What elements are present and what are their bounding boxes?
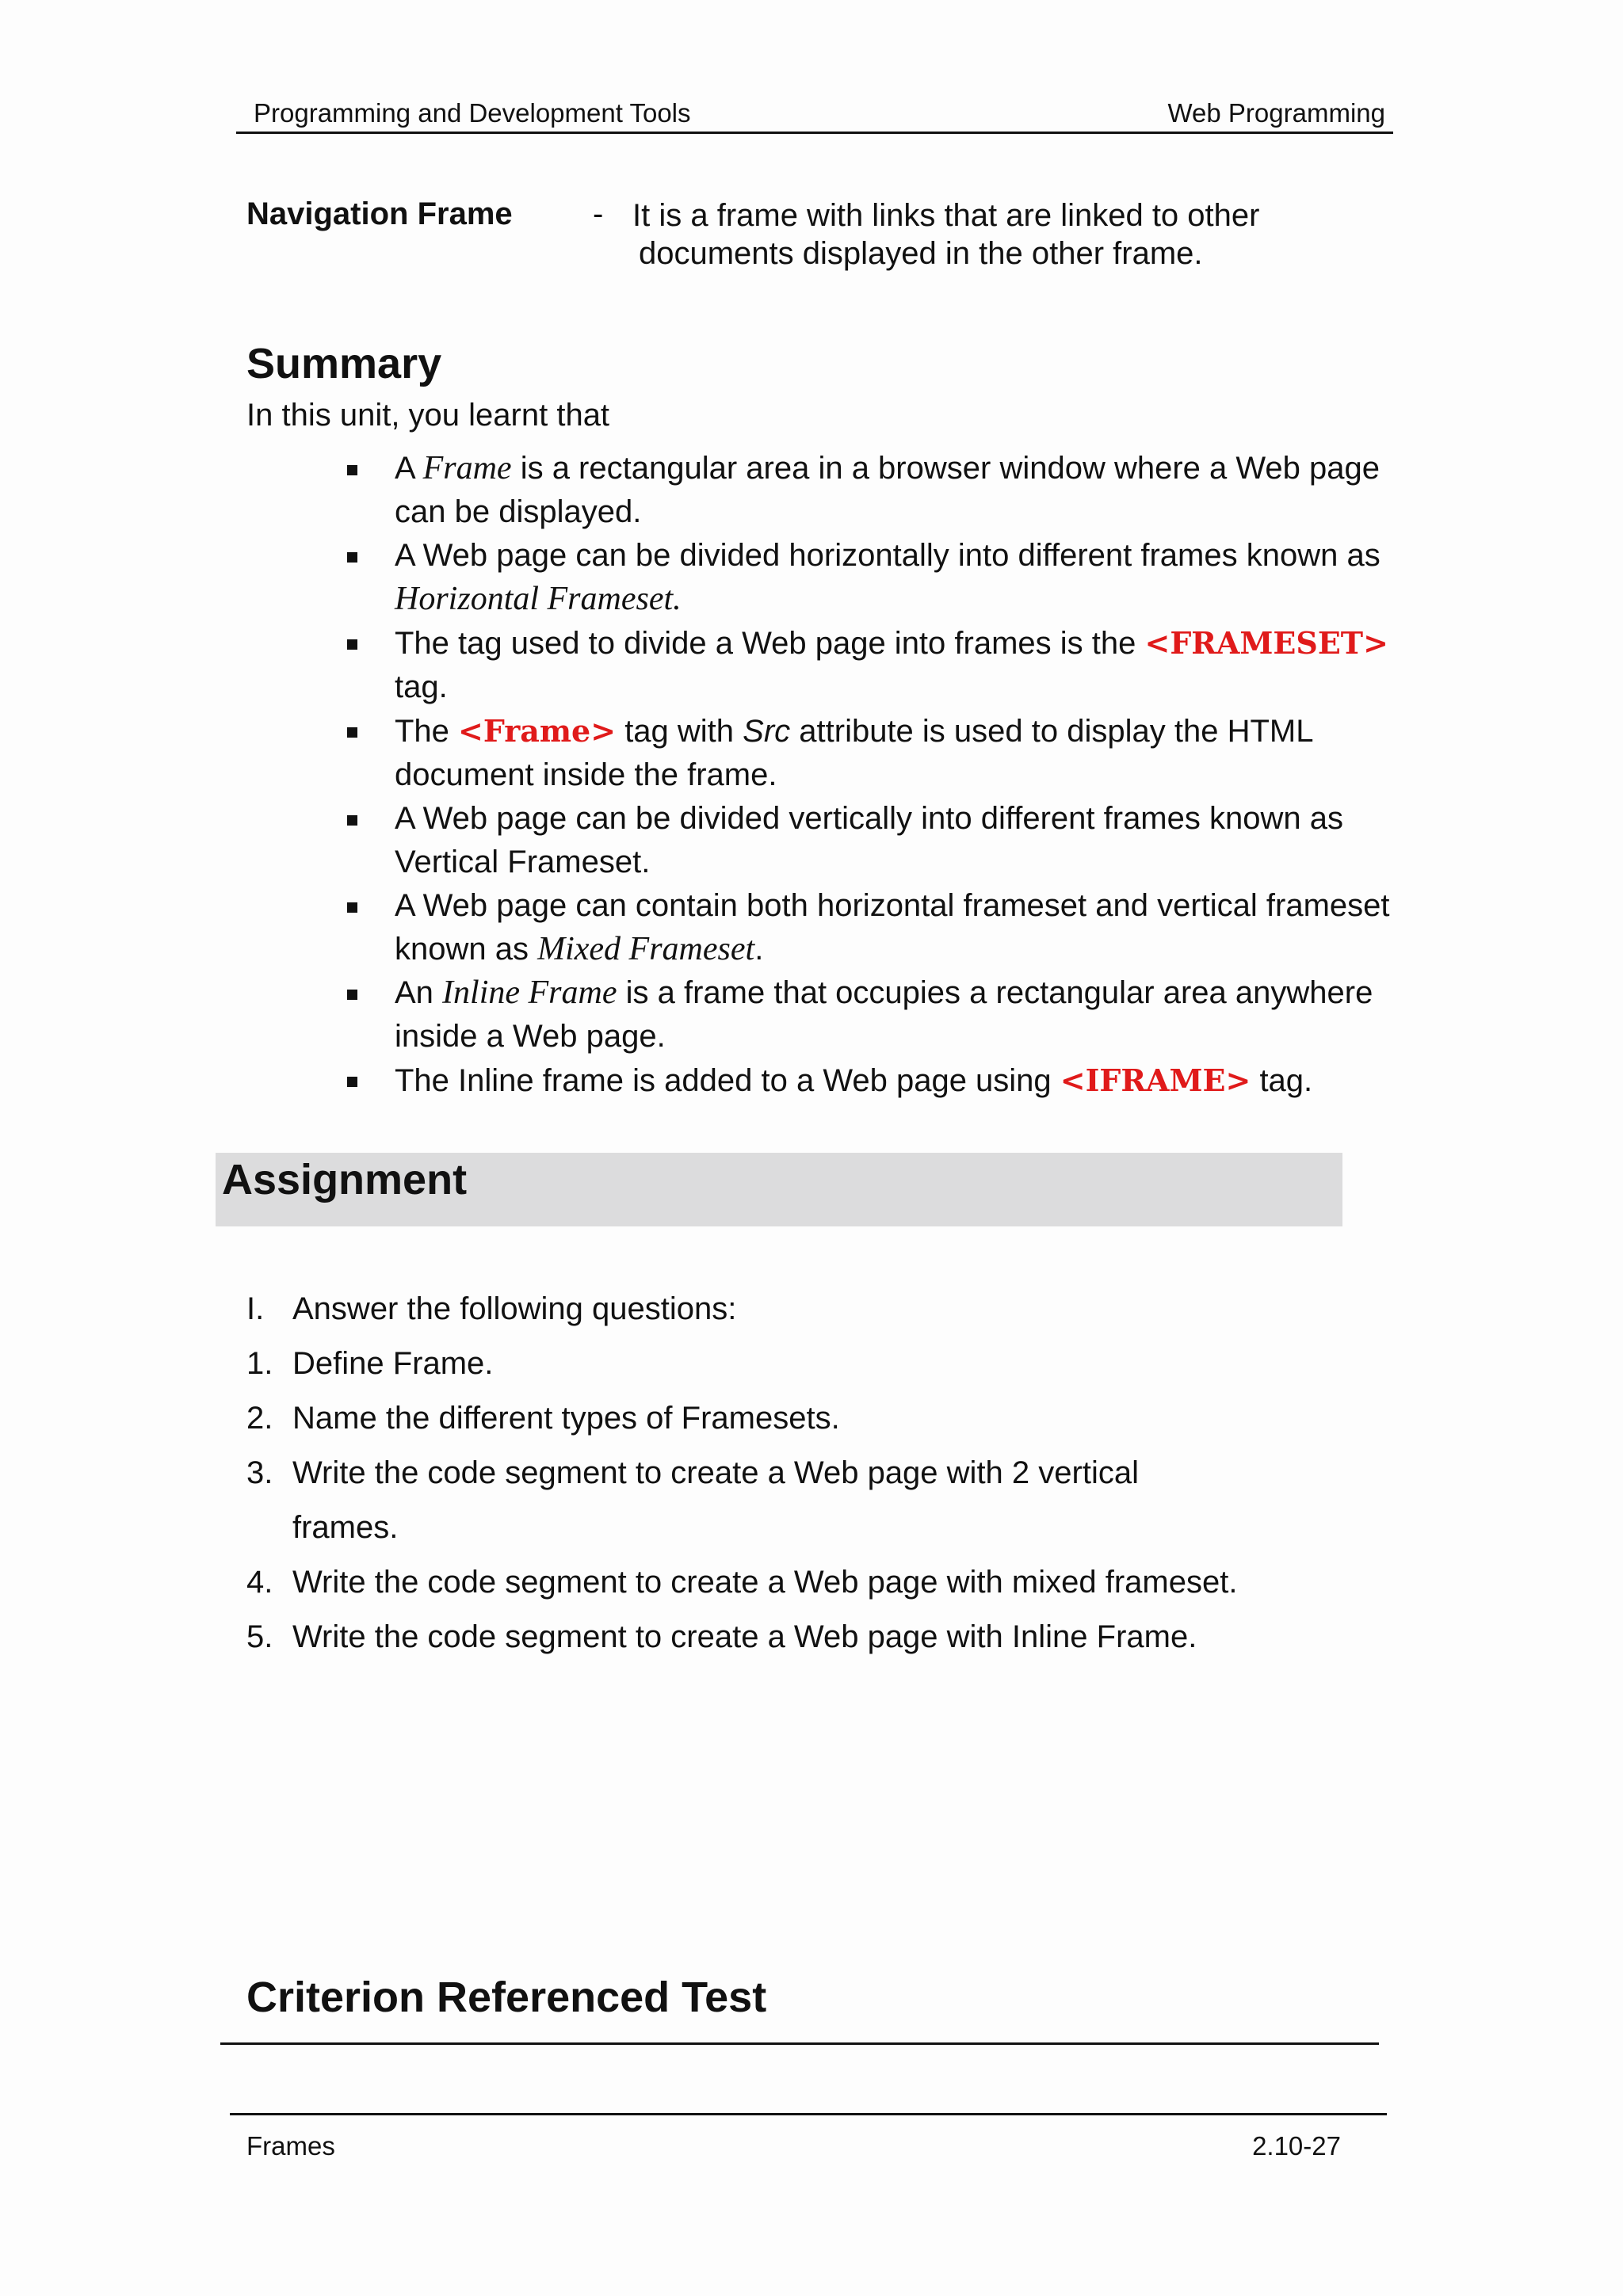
- item-number: 1.: [246, 1346, 273, 1381]
- header-left: Programming and Development Tools: [254, 98, 691, 128]
- summary-intro: In this unit, you learnt that: [246, 398, 610, 433]
- italic-term: Frame: [422, 450, 512, 486]
- summary-bullet: The Inline frame is added to a Web page using <IFRAME> tag.: [347, 1058, 1401, 1103]
- item-number: 3.: [246, 1455, 273, 1490]
- square-bullet-icon: [347, 465, 357, 475]
- assignment-item: [246, 1337, 1356, 1391]
- assignment-item: [246, 1555, 1356, 1610]
- assignment-heading: Assignment: [222, 1156, 468, 1203]
- summary-bullet: The <Frame> tag with Src attribute is used to display the HTML document inside the frame.: [347, 709, 1401, 797]
- definition-line-1: It is a frame with links that are linked to other: [632, 198, 1260, 233]
- item-text: Write the code segment to create a Web page with mixed frameset.: [292, 1565, 1238, 1600]
- navigation-frame-term: Navigation Frame: [246, 196, 513, 231]
- header-right: Web Programming: [1167, 98, 1385, 128]
- summary-heading: Summary: [246, 340, 442, 387]
- summary-bullet: A Web page can be divided vertically into different frames known as Vertical Frameset.: [347, 797, 1401, 884]
- square-bullet-icon: [347, 815, 357, 826]
- italic-term: Src: [743, 714, 791, 749]
- square-bullet-icon: [347, 727, 357, 738]
- item-text: Write the code segment to create a Web page with 2 vertical frames.: [292, 1455, 1139, 1545]
- summary-bullet: A Web page can be divided horizontally into different frames known as Horizontal Frameset.: [347, 534, 1401, 621]
- page-number: 2.10-27: [1252, 2131, 1341, 2161]
- square-bullet-icon: [347, 552, 357, 563]
- html-tag-label: <Frame>: [458, 713, 617, 749]
- criterion-rule: [220, 2042, 1379, 2045]
- item-number: I.: [246, 1291, 265, 1326]
- definition-line-2: documents displayed in the other frame.: [639, 236, 1203, 271]
- criterion-test-heading: Criterion Referenced Test: [246, 1974, 767, 2021]
- html-tag-label: <IFRAME>: [1060, 1062, 1251, 1098]
- item-text: Define Frame.: [292, 1346, 494, 1381]
- italic-term: Inline Frame: [442, 974, 617, 1011]
- item-text: Write the code segment to create a Web page with Inline Frame.: [292, 1619, 1197, 1654]
- footer-rule: [230, 2113, 1387, 2115]
- assignment-question-list: [246, 1282, 1356, 1665]
- summary-bullet-list: [347, 447, 1401, 1103]
- footer-left: Frames: [246, 2131, 335, 2161]
- italic-term: Horizontal Frameset.: [395, 581, 682, 617]
- item-text: Answer the following questions:: [292, 1291, 737, 1326]
- assignment-item: [246, 1391, 1356, 1446]
- assignment-item: [246, 1446, 1204, 1555]
- html-tag-label: <FRAMESET>: [1144, 625, 1388, 661]
- square-bullet-icon: [347, 639, 357, 650]
- item-text: Name the different types of Framesets.: [292, 1401, 840, 1436]
- italic-term: Mixed Frameset: [537, 931, 755, 967]
- square-bullet-icon: [347, 990, 357, 1000]
- assignment-item: [246, 1610, 1356, 1665]
- summary-bullet: An Inline Frame is a frame that occupies a rectangular area anywhere inside a Web page.: [347, 971, 1401, 1058]
- item-number: 4.: [246, 1565, 273, 1600]
- summary-bullet: A Frame is a rectangular area in a browser window where a Web page can be displayed.: [347, 447, 1401, 534]
- summary-bullet: The tag used to divide a Web page into frames is the <FRAMESET> tag.: [347, 621, 1401, 709]
- item-number: 5.: [246, 1619, 273, 1654]
- summary-bullet: A Web page can contain both horizontal frameset and vertical frameset known as Mixed Frameset.: [347, 884, 1401, 971]
- square-bullet-icon: [347, 902, 357, 913]
- definition-dash: -: [593, 196, 604, 231]
- item-number: 2.: [246, 1401, 273, 1436]
- assignment-item: [246, 1282, 1356, 1337]
- square-bullet-icon: [347, 1077, 357, 1087]
- navigation-frame-definition: [632, 196, 1346, 273]
- header-rule: [236, 132, 1393, 134]
